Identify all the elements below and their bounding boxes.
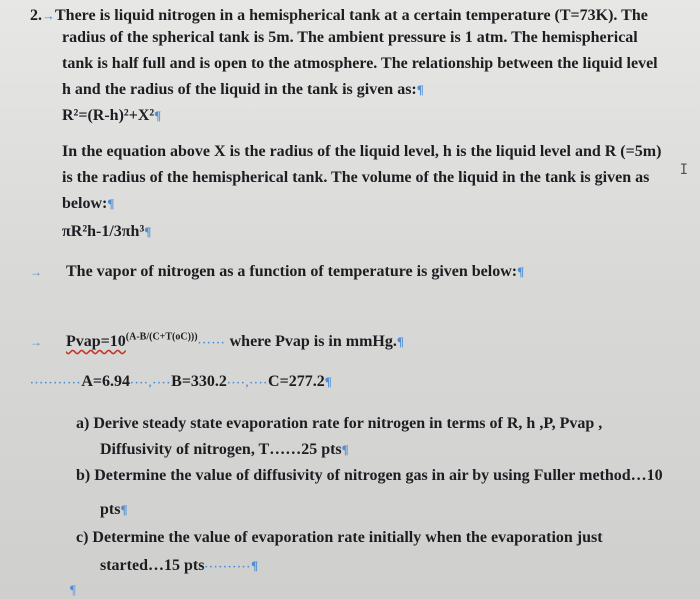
part-c-line-1: c) Determine the value of evaporation rate initially when the evaporation just	[76, 529, 603, 546]
pilcrow-icon: ¶	[154, 108, 162, 123]
equation-radius: R²=(R-h)²+X²¶	[62, 107, 162, 124]
question-line-7: below:¶	[62, 195, 115, 212]
pilcrow-icon: ¶	[416, 82, 424, 97]
constant-a: A=6.94	[81, 373, 131, 390]
constant-b: B=330.2	[171, 373, 227, 390]
constant-c: C=277.2	[268, 373, 325, 390]
question-line-3: tank is half full and is open to the atmosphere. The relationship between the liquid level	[62, 55, 658, 72]
question-line-1: 2.→There is liquid nitrogen in a hemispherical tank at a certain temperature (T=73K). The	[30, 7, 648, 24]
question-line-4: h and the radius of the liquid in the tank is given as:¶	[62, 81, 424, 98]
pilcrow-icon: ¶	[251, 558, 259, 573]
pilcrow-icon: ¶	[341, 442, 349, 457]
equation-volume: πR²h-1/3πh³¶	[62, 223, 152, 240]
pilcrow-icon: ¶	[144, 224, 152, 239]
question-line-5: In the equation above X is the radius of the liquid level, h is the liquid level and R (=5m)	[62, 143, 662, 160]
vapor-intro-line: The vapor of nitrogen as a function of temperature is given below:¶	[66, 263, 525, 280]
part-c-line-2: started…15 pts··········¶	[100, 557, 259, 574]
part-a-line-1: a) Derive steady state evaporation rate for nitrogen in terms of R, h ,P, Pvap ,	[76, 415, 603, 432]
part-b-line-1: b) Determine the value of diffusivity of nitrogen gas in air by using Fuller method…10	[76, 467, 663, 484]
tab-arrow-icon: →	[30, 335, 42, 349]
pilcrow-icon: ¶	[107, 196, 115, 211]
tab-arrow-icon: →	[30, 265, 42, 279]
pilcrow-icon: ¶	[120, 502, 128, 517]
pilcrow-icon: ¶	[70, 582, 76, 597]
part-b-line-2: pts¶	[100, 501, 128, 518]
question-line-2: radius of the spherical tank is 5m. The ambient pressure is 1 atm. The hemispherical	[62, 29, 638, 46]
constants-line: ···········A=6.94····,····B=330.2····,····C=277.2¶	[30, 373, 332, 390]
pilcrow-icon: ¶	[517, 264, 525, 279]
question-number: 2.	[30, 7, 42, 24]
question-line-6: is the radius of the hemispherical tank. The volume of the liquid in the tank is given as	[62, 169, 650, 186]
part-a-line-2: Diffusivity of nitrogen, T……25 pts¶	[100, 441, 349, 458]
pilcrow-icon: ¶	[396, 334, 404, 349]
pvap-equation: $Pvap=10^{(A-B/(C+T(oC)))}\cdot\cdot\cdot\cdot\cdot\cdot$ where Pvap is in mmHg.¶	[66, 331, 404, 350]
pilcrow-icon: ¶	[324, 374, 332, 389]
text-cursor-icon: I	[679, 162, 688, 178]
tab-arrow-icon: →	[42, 8, 55, 23]
